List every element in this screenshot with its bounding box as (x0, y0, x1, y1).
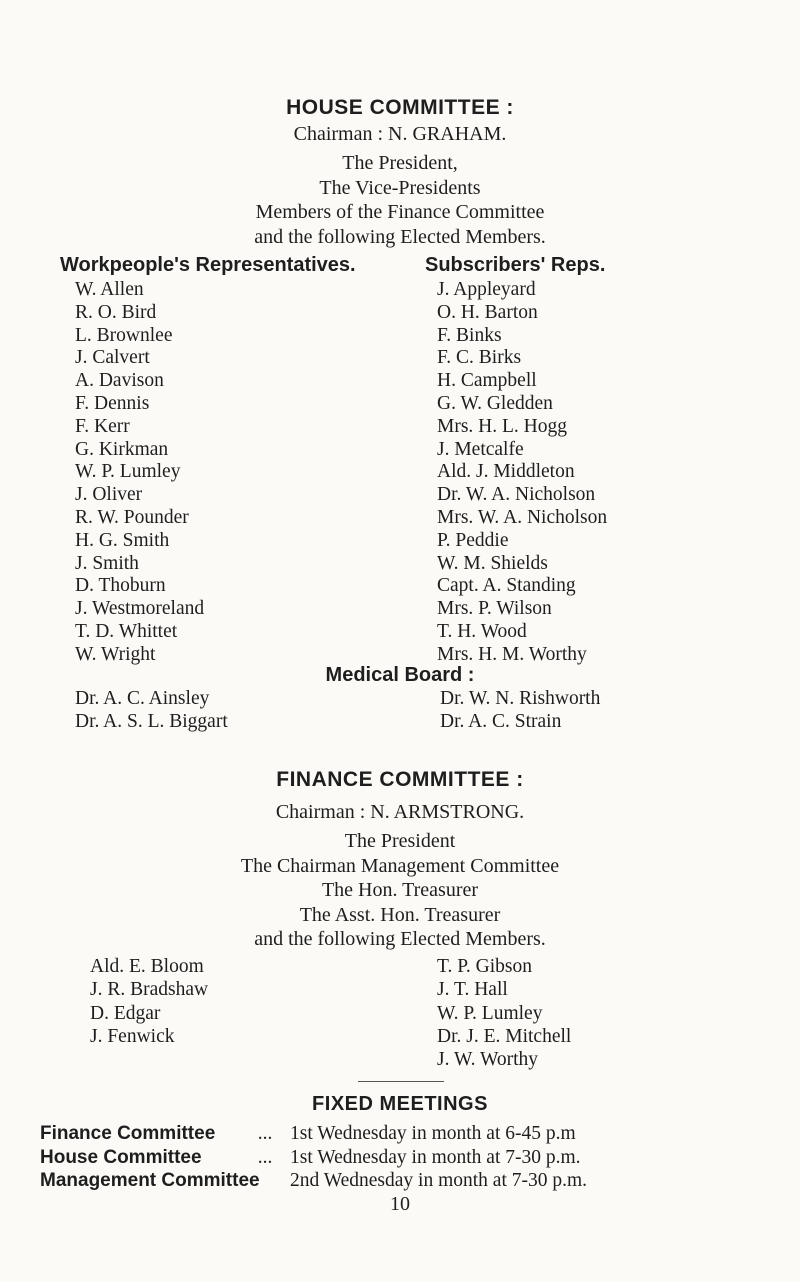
list-item: J. R. Bradshaw (90, 979, 209, 1001)
list-item: W. M. Shields (437, 552, 548, 574)
list-item: L. Brownlee (75, 324, 173, 346)
meeting-when: 1st Wednesday in month at 6-45 p.m (290, 1123, 576, 1144)
list-item: T. P. Gibson (437, 956, 532, 977)
members-line: Members of the Finance Committee (255, 201, 545, 224)
list-item: O. H. Barton (437, 301, 538, 323)
list-item: W. P. Lumley (75, 461, 181, 483)
list-item: J. Appleyard (437, 279, 536, 300)
list-item: Mrs. P. Wilson (437, 598, 552, 620)
list-item: P. Peddie (437, 529, 509, 551)
members-line: The President, (342, 152, 458, 174)
meeting-dots: ... (257, 1123, 273, 1144)
list-item: Dr. A. S. L. Biggart (75, 710, 228, 732)
list-item: F. Binks (437, 324, 502, 346)
members-line: The Vice-Presidents (319, 176, 481, 199)
list-item: F. Kerr (75, 415, 130, 437)
list-item: W. Wright (75, 643, 156, 665)
list-item: W. Allen (75, 279, 144, 300)
list-item: D. Edgar (90, 1002, 161, 1024)
members-line: The President (344, 830, 456, 852)
medical-board-right (440, 688, 600, 734)
list-item: J. Westmoreland (75, 598, 205, 620)
list-item: R. O. Bird (75, 301, 157, 323)
list-item: Dr. A. C. Strain (440, 710, 562, 732)
list-item: Mrs. H. L. Hogg (437, 415, 567, 437)
members-line: and the following Elected Members. (254, 928, 546, 951)
list-item: Dr. W. N. Rishworth (440, 688, 601, 709)
finance-members-right (437, 955, 571, 1071)
workpeople-list (75, 279, 204, 667)
list-item: W. P. Lumley (437, 1002, 543, 1024)
list-item: Capt. A. Standing (437, 575, 576, 597)
members-line: The Asst. Hon. Treasurer (299, 903, 501, 926)
meeting-row (40, 1122, 587, 1146)
meeting-row (40, 1169, 587, 1193)
page-number: 10 (390, 1193, 410, 1215)
list-item: J. W. Worthy (437, 1049, 539, 1071)
list-item: Ald. J. Middleton (437, 461, 575, 483)
list-item: H. G. Smith (75, 529, 170, 551)
subscribers-header: Subscribers' Reps. (425, 254, 606, 276)
list-item: Dr. W. A. Nicholson (437, 484, 596, 506)
meeting-dots: ... (257, 1146, 273, 1168)
list-item: J. Metcalfe (437, 438, 524, 460)
list-item: T. D. Whittet (75, 620, 178, 642)
medical-board-title: Medical Board : (325, 664, 475, 686)
finance-committee-title: FINANCE COMMITTEE : (276, 768, 524, 791)
finance-committee-members (0, 829, 800, 952)
medical-board-left (75, 688, 228, 734)
meeting-when: 2nd Wednesday in month at 7-30 p.m. (290, 1170, 588, 1191)
list-item: Mrs. H. M. Worthy (437, 643, 587, 665)
list-item: Mrs. W. A. Nicholson (437, 506, 608, 528)
house-committee-members (0, 151, 800, 249)
list-item: R. W. Pounder (75, 506, 189, 528)
house-committee-title: HOUSE COMMITTEE : (286, 96, 514, 119)
list-item: Ald. E. Bloom (90, 956, 204, 977)
meeting-name: House Committee (40, 1146, 202, 1168)
list-item: G. Kirkman (75, 438, 169, 460)
list-item: G. W. Gledden (437, 392, 553, 414)
finance-committee-chairman: Chairman : N. ARMSTRONG. (275, 801, 525, 823)
list-item: J. Calvert (75, 347, 150, 369)
list-item: T. H. Wood (437, 620, 527, 642)
list-item: J. Oliver (75, 484, 143, 506)
members-line: The Chairman Management Committee (240, 854, 560, 877)
members-line: and the following Elected Members. (254, 225, 546, 248)
members-line: The Hon. Treasurer (321, 879, 479, 902)
fixed-meetings-list (40, 1122, 587, 1193)
list-item: F. Dennis (75, 392, 150, 414)
list-item: J. T. Hall (437, 979, 508, 1001)
meeting-name: Finance Committee (40, 1123, 216, 1144)
meeting-row (40, 1146, 587, 1170)
meeting-name: Management Committee (40, 1170, 260, 1191)
list-item: A. Davison (75, 370, 164, 392)
workpeople-header: Workpeople's Representatives. (60, 254, 356, 276)
section-divider (358, 1081, 444, 1082)
list-item: D. Thoburn (75, 575, 166, 597)
subscribers-list (437, 279, 607, 667)
list-item: F. C. Birks (437, 347, 522, 369)
list-item: Dr. A. C. Ainsley (75, 688, 210, 709)
list-item: Dr. J. E. Mitchell (437, 1025, 572, 1047)
list-item: J. Smith (75, 552, 139, 574)
house-committee-chairman: Chairman : N. GRAHAM. (293, 123, 507, 145)
finance-members-left (90, 955, 208, 1048)
list-item: J. Fenwick (90, 1025, 175, 1047)
list-item: H. Campbell (437, 370, 537, 392)
meeting-when: 1st Wednesday in month at 7-30 p.m. (290, 1146, 581, 1168)
fixed-meetings-title: FIXED MEETINGS (312, 1093, 488, 1115)
